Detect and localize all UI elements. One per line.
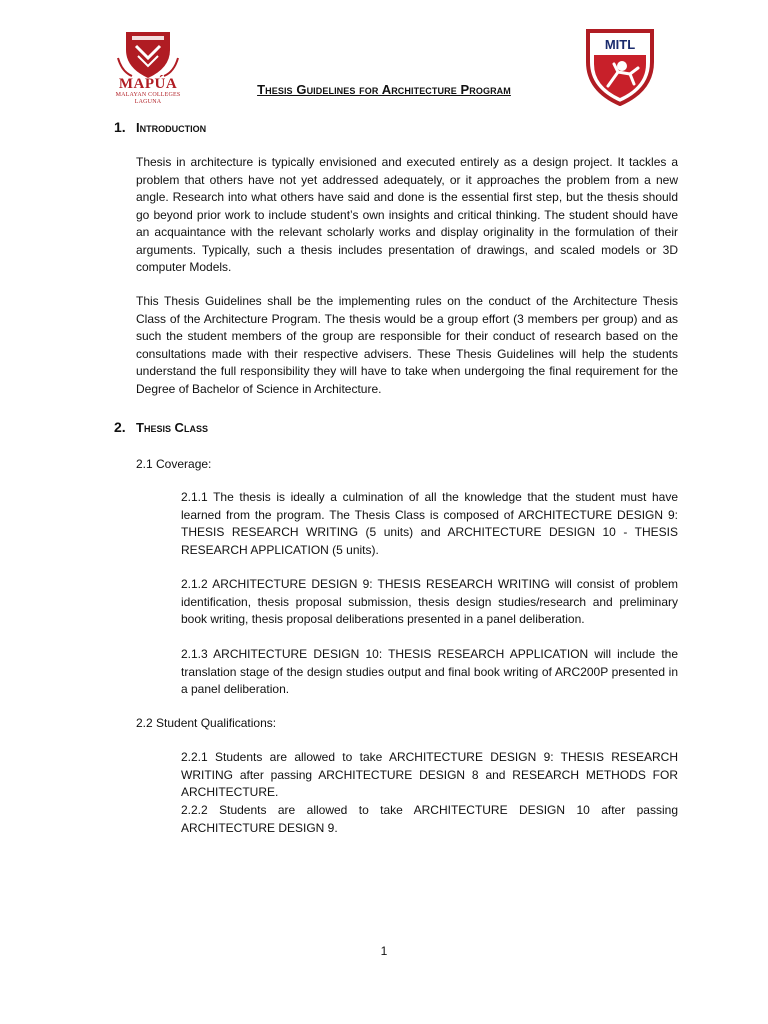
mapua-subtext (112, 92, 184, 106)
mapua-shield-icon (112, 28, 184, 80)
mitl-shield-icon (584, 28, 656, 106)
coverage-item-2-1-2: 2.1.2 ARCHITECTURE DESIGN 9: THESIS RESEARCH WRITING will consist of problem identification, thesis proposal submission, thesis design studies/research and preliminary book writing, thesis proposal deliberations presented in a panel deliberation. (181, 577, 678, 626)
coverage-item-2-1-3: 2.1.3 ARCHITECTURE DESIGN 10: THESIS RESEARCH APPLICATION will include the translation stage of the design studies output and final book writing of ARC200P presented in a panel deliberation. (181, 647, 678, 696)
section-number: 2. (114, 419, 126, 435)
intro-paragraph-2: This Thesis Guidelines shall be the implementing rules on the conduct of the Architecture Thesis Class of the Architecture Program. The thesis would be a group effort (3 members per group) and as such the student members of the group are responsible for their conduct of research based on the consultations made with their respective advisers. These Thesis Guidelines will help the students understand the full responsibility they will have to take when undergoing the final requirement for the Degree of Bachelor of Science in Architecture. (136, 294, 678, 396)
section-title: Introduction (136, 120, 207, 135)
intro-paragraph-1: Thesis in architecture is typically envisioned and executed entirely as a design project. It tackles a problem that others have not yet addressed adequately, or it approaches the problem from a new angle. Research into what others have said and done is the essential first step, but the thesis should go beyond prior work to include student’s own insights and critical thinking. The student should have an acquaintance with the relevant scholarly works and display originality in the formulation of their arguments. Typically, such a thesis includes presentation of drawings, and scaled models or 3D computer Models. (136, 155, 678, 274)
mapua-subtext-line2: LAGUNA (134, 99, 162, 105)
qualification-item-2-2-1: 2.2.1 Students are allowed to take ARCHITECTURE DESIGN 9: THESIS RESEARCH WRITING after passing ARCHITECTURE DESIGN 8 and RESEARCH METHODS FOR ARCHITECTURE. (181, 750, 678, 799)
qualification-item-2-2-2: 2.2.2 Students are allowed to take ARCHITECTURE DESIGN 10 after passing ARCHITECTURE DESIGN 9. (181, 803, 678, 835)
section-number: 1. (114, 119, 126, 135)
section-heading-thesis-class (114, 419, 208, 435)
document-title: Thesis Guidelines for Architecture Program (257, 82, 511, 97)
section-title: Thesis Class (136, 420, 208, 435)
coverage-item-2-1-1: 2.1.1 The thesis is ideally a culmination of all the knowledge that the student must have learned from the program. The Thesis Class is composed of ARCHITECTURE DESIGN 9: THESIS RESEARCH WRITING (5 units) and ARCHITECTURE DESIGN 10 - THESIS RESEARCH APPLICATION (5 units). (181, 490, 678, 557)
mapua-wordmark: MAPÚA (118, 76, 178, 92)
section-heading-introduction (114, 119, 206, 135)
coverage-label: 2.1 Coverage: (136, 457, 212, 471)
qualifications-label: 2.2 Student Qualifications: (136, 716, 277, 730)
mitl-wordmark: MITL (604, 37, 636, 52)
mitl-logo (584, 28, 656, 106)
mapua-subtext-line1: MALAYAN COLLEGES (115, 92, 181, 98)
page-number: 1 (380, 944, 388, 958)
